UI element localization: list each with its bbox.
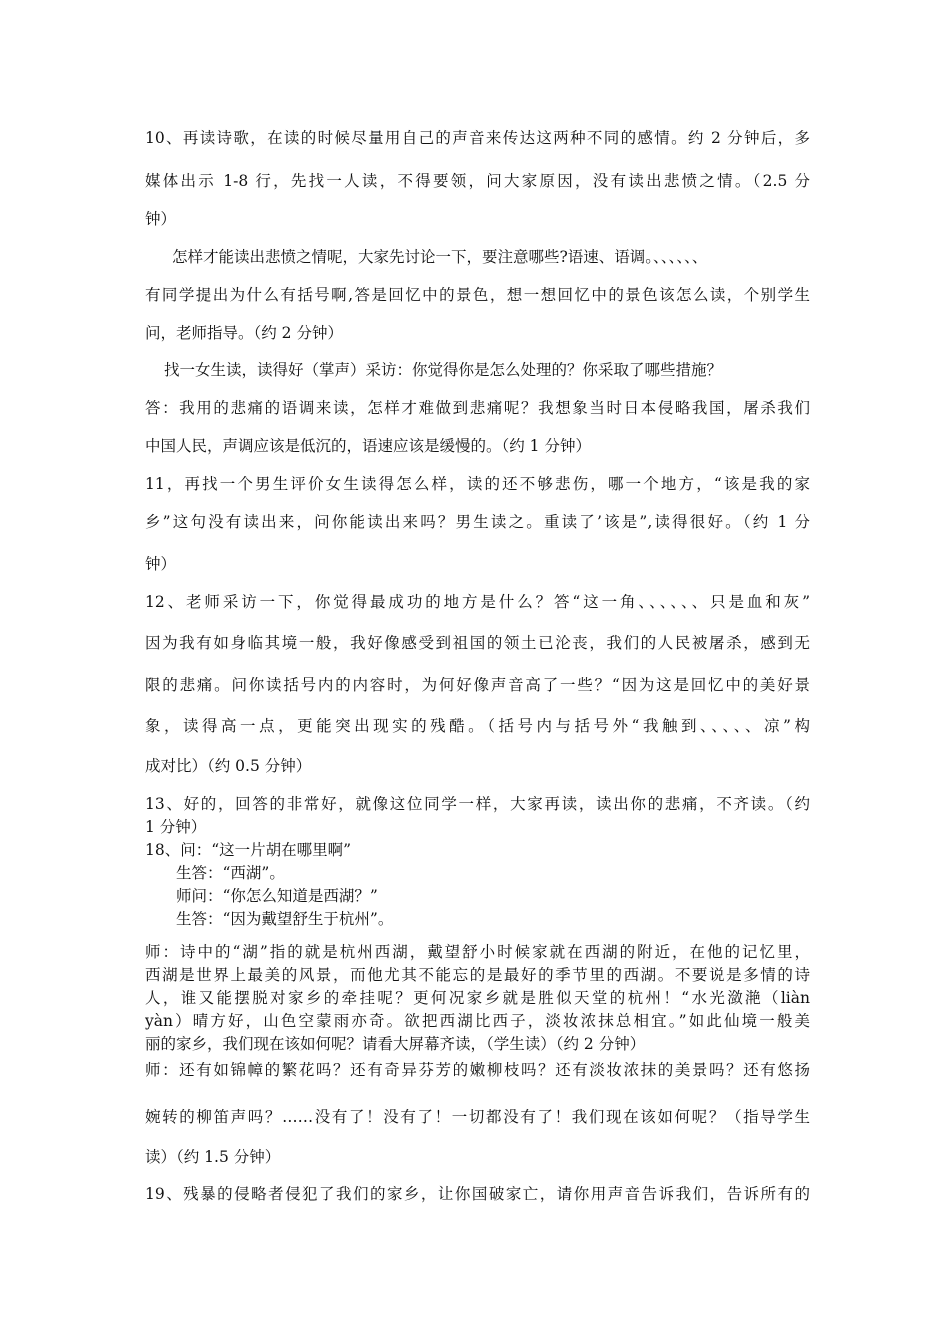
text-line: 10、再读诗歌，在读的时候尽量用自己的声音来传达这两种不同的感情。约 2 分钟后，多 — [145, 129, 810, 147]
text-line: yàn）晴方好，山色空蒙雨亦奇。欲把西湖比西子，淡妆浓抹总相宜。”如此仙境一般美 — [145, 1012, 810, 1030]
text-line: 12、老师采访一下，你觉得最成功的地方是什么？答“这一角、、、、、、只是血和灰” — [145, 593, 810, 611]
text-line: 西湖是世界上最美的风景，而他尤其不能忘的是最好的季节里的西湖。不要说是多情的诗 — [145, 966, 810, 984]
text-line: 问，老师指导。（约 2 分钟） — [145, 324, 343, 342]
text-line: 19、残暴的侵略者侵犯了我们的家乡，让你国破家亡，请你用声音告诉我们，告诉所有的 — [145, 1185, 810, 1203]
text-line: 师问：“你怎么知道是西湖？” — [176, 887, 378, 905]
text-line: 1 分钟） — [145, 818, 207, 836]
text-line: 因为我有如身临其境一般，我好像感受到祖国的领土已沦丧，我们的人民被屠杀，感到无 — [145, 634, 810, 652]
text-line: 答：我用的悲痛的语调来读，怎样才难做到悲痛呢？我想象当时日本侵略我国，屠杀我们 — [145, 399, 810, 417]
text-line: 钟） — [145, 210, 177, 228]
text-line: 限的悲痛。问你读括号内的内容时，为何好像声音高了一些？“因为这是回忆中的美好景 — [145, 676, 810, 694]
text-line: 成对比）（约 0.5 分钟） — [145, 757, 312, 775]
text-line: 师：还有如锦幛的繁花吗？还有奇异芬芳的嫩柳枝吗？还有淡妆浓抹的美景吗？还有悠扬 — [145, 1061, 810, 1079]
text-line: 人，谁又能摆脱对家乡的牵挂呢？更何况家乡就是胜似天堂的杭州！“水光潋滟（liàn — [145, 989, 810, 1007]
text-line: 中国人民，声调应该是低沉的，语速应该是缓慢的。（约 1 分钟） — [145, 437, 591, 455]
text-line: 怎样才能读出悲愤之情呢，大家先讨论一下，要注意哪些?语速、语调。、、、、、、 — [172, 248, 708, 266]
text-line: 18、问：“这一片胡在哪里啊” — [145, 841, 352, 859]
text-line: 婉转的柳笛声吗？……没有了！没有了！一切都没有了！我们现在该如何呢？（指导学生 — [145, 1108, 810, 1126]
text-line: 丽的家乡，我们现在该如何呢？请看大屏幕齐读，（学生读）（约 2 分钟） — [145, 1035, 646, 1053]
text-line: 师：诗中的“湖”指的就是杭州西湖，戴望舒小时候家就在西湖的附近，在他的记忆里， — [145, 943, 810, 961]
text-line: 媒体出示 1-8 行，先找一人读，不得要领，问大家原因，没有读出悲愤之情。（2.5 分 — [145, 172, 810, 190]
text-line: 象，读得高一点，更能突出现实的残酷。（括号内与括号外“我触到、、、、、凉”构 — [145, 717, 810, 735]
text-line: 读）（约 1.5 分钟） — [145, 1148, 281, 1166]
text-line: 乡”这句没有读出来，问你能读出来吗？男生读之。重读了’该是”,读得很好。（约 1 分 — [145, 513, 810, 531]
text-line: 生答：“因为戴望舒生于杭州”。 — [176, 910, 394, 928]
text-line: 钟） — [145, 555, 177, 573]
text-line: 11，再找一个男生评价女生读得怎么样，读的还不够悲伤，哪一个地方，“该是我的家 — [145, 475, 810, 493]
text-line: 有同学提出为什么有括号啊,答是回忆中的景色，想一想回忆中的景色该怎么读，个别学生 — [145, 286, 810, 304]
text-line: 13、好的，回答的非常好，就像这位同学一样，大家再读，读出你的悲痛，不齐读。（约 — [145, 795, 810, 813]
text-line: 找一女生读，读得好（掌声）采访：你觉得你是怎么处理的？你采取了哪些措施？ — [164, 361, 723, 379]
text-line: 生答：“西湖”。 — [176, 864, 285, 882]
